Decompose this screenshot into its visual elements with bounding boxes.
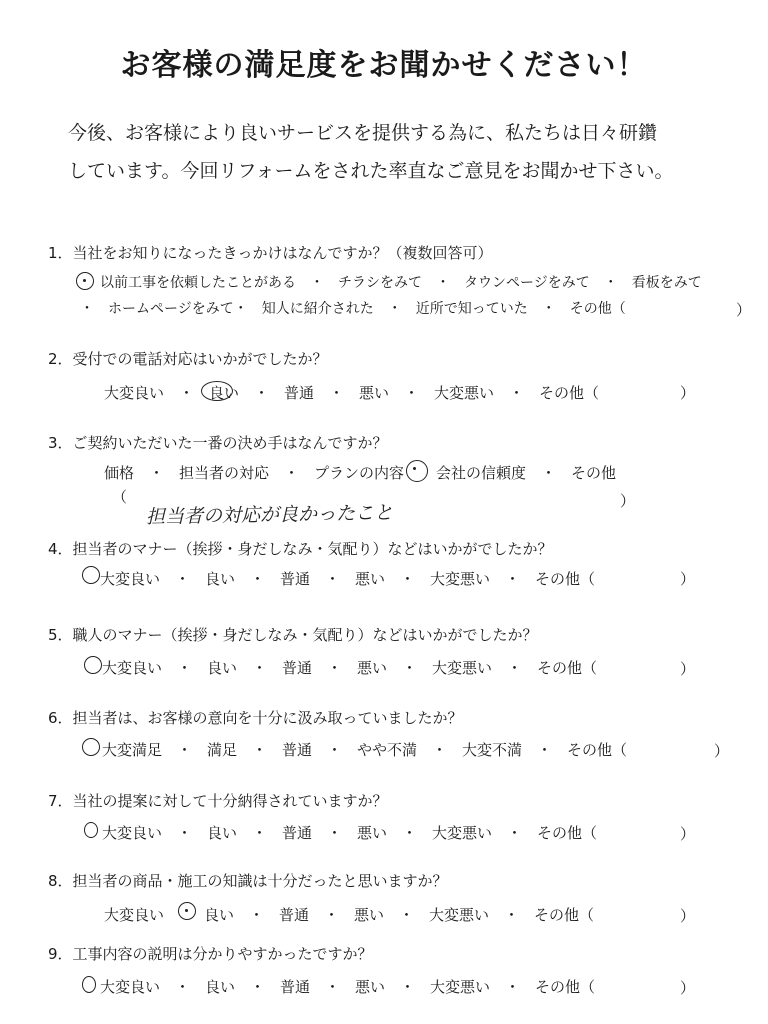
- question-4-options: 大変良い ・ 良い ・ 普通 ・ 悪い ・ 大変悪い ・ その他（: [100, 570, 596, 588]
- circle-mark: [178, 902, 196, 920]
- question-3-options-b: 会社の信頼度 ・ その他: [436, 464, 617, 482]
- question-8-options-b: 良い ・ 普通 ・ 悪い ・ 大変悪い ・ その他（: [204, 906, 595, 924]
- close-paren: ）: [620, 492, 636, 510]
- intro-line-2: しています。今回リフォームをされた率直なご意見をお聞かせ下さい。: [68, 160, 674, 182]
- question-1-options-line-2: ・ ホームページをみて・ 知人に紹介された ・ 近所で知っていた ・ その他（: [80, 301, 626, 317]
- question-8: 8．担当者の商品・施工の知識は十分だったと思いますか？: [48, 872, 448, 890]
- circle-mark: [84, 822, 98, 838]
- close-paren: ）: [736, 301, 752, 319]
- circle-mark: [76, 272, 94, 290]
- close-paren: ）: [714, 742, 730, 760]
- question-5-options: 大変良い ・ 良い ・ 普通 ・ 悪い ・ 大変悪い ・ その他（: [102, 659, 598, 677]
- circle-mark: [82, 566, 100, 584]
- circle-mark: [406, 460, 428, 482]
- intro-line-1: 今後、お客様により良いサービスを提供する為に、私たちは日々研鑽: [68, 122, 658, 144]
- question-1: 1．当社をお知りになったきっかけはなんですか？（複数回答可）: [48, 244, 493, 262]
- question-9-options: 大変良い ・ 良い ・ 普通 ・ 悪い ・ 大変悪い ・ その他（: [100, 978, 596, 996]
- question-3: 3．ご契約いただいた一番の決め手はなんですか？: [48, 434, 388, 452]
- close-paren: ）: [680, 907, 696, 925]
- question-1-options-line-1: 以前工事を依頼したことがある ・ チラシをみて ・ タウンページをみて ・ 看板をみて: [100, 275, 702, 291]
- handwritten-answer: 担当者の対応が良かったこと: [145, 501, 394, 529]
- question-4: 4．担当者のマナー（挨拶・身だしなみ・気配り）などはいかがでしたか？: [48, 540, 553, 558]
- question-9: 9．工事内容の説明は分かりやすかったですか？: [48, 945, 373, 963]
- close-paren: ）: [680, 570, 696, 588]
- close-paren: ）: [680, 825, 696, 843]
- question-6: 6．担当者は、お客様の意向を十分に汲み取っていましたか？: [48, 709, 463, 727]
- question-7: 7．当社の提案に対して十分納得されていますか？: [48, 792, 388, 810]
- question-3-options-a: 価格 ・ 担当者の対応 ・ プランの内容: [104, 464, 405, 482]
- question-2-options: 大変良い ・ 良い ・ 普通 ・ 悪い ・ 大変悪い ・ その他（: [104, 384, 600, 402]
- open-paren: （: [112, 488, 128, 506]
- circle-mark: [84, 656, 102, 674]
- question-7-options: 大変良い ・ 良い ・ 普通 ・ 悪い ・ 大変悪い ・ その他（: [102, 824, 598, 842]
- close-paren: ）: [680, 384, 696, 402]
- question-2: 2．受付での電話対応はいかがでしたか？: [48, 350, 328, 368]
- circle-mark: [82, 738, 100, 756]
- question-6-options: 大変満足 ・ 満足 ・ 普通 ・ やや不満 ・ 大変不満 ・ その他（: [102, 741, 628, 759]
- question-8-option-a: 大変良い: [104, 906, 165, 924]
- circle-mark: [82, 976, 96, 993]
- page-title: お客様の満足度をお聞かせください！: [120, 48, 648, 83]
- close-paren: ）: [680, 660, 696, 678]
- close-paren: ）: [680, 979, 696, 997]
- question-5: 5．職人のマナー（挨拶・身だしなみ・気配り）などはいかがでしたか？: [48, 626, 538, 644]
